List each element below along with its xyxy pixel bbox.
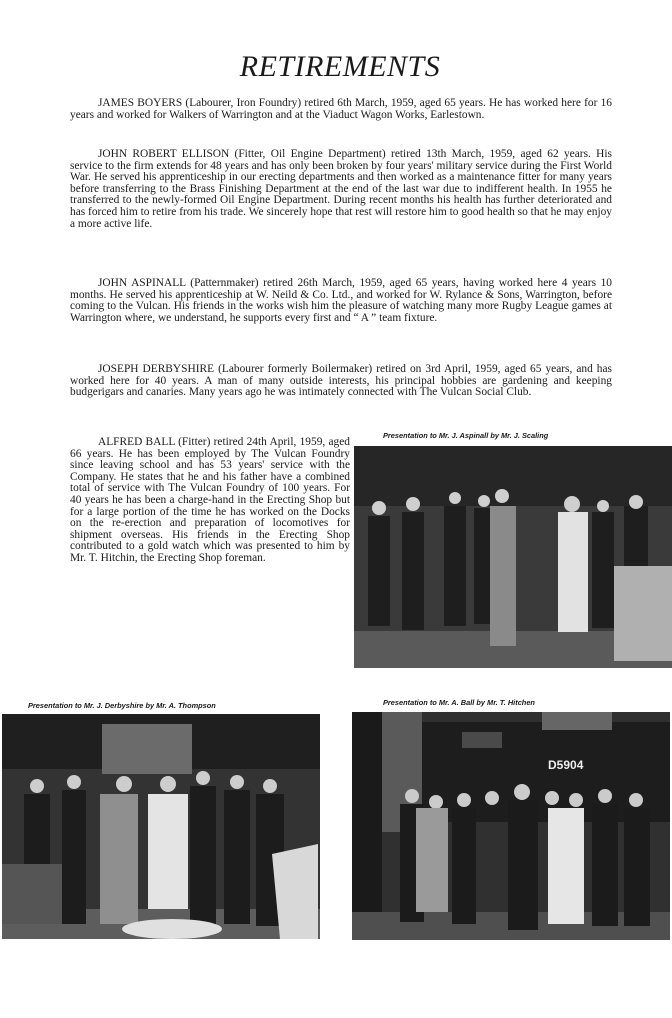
article-john-aspinall: JOHN ASPINALL (Patternmaker) retired 26th March, 1959, aged 65 years, having worked here 4 years 10 months. He served his apprenticeship at W. Neild & Co. Ltd., and worked for W. Rylance & Sons, Warrington, before coming to the Vulcan. His friends in the works wish him the pleasure of watching many more Rugby League games at Warrington where, we understand, he supports every first and “ A ” team fixture.: [70, 277, 612, 324]
photo-caption-aspinall: Presentation to Mr. J. Aspinall by Mr. J. Scaling: [383, 431, 549, 440]
photo-caption-derbyshire: Presentation to Mr. J. Derbyshire by Mr. A. Thompson: [28, 701, 216, 710]
article-james-boyers: JAMES BOYERS (Labourer, Iron Foundry) retired 6th March, 1959, aged 65 years. He has worked here for 16 years and worked for Walkers of Warrington and at the Viaduct Wagon Works, Earlestown.: [70, 97, 612, 121]
page-title: RETIREMENTS: [239, 50, 441, 83]
locomotive-number-plate: D5904: [548, 758, 584, 772]
photo-derbyshire-presentation: [2, 714, 320, 939]
photo-aspinall-presentation: [354, 446, 672, 668]
photo-caption-ball: Presentation to Mr. A. Ball by Mr. T. Hitchen: [383, 698, 535, 707]
article-alfred-ball: ALFRED BALL (Fitter) retired 24th April, 1959, aged 66 years. He has been employed by The Vulcan Foundry since leaving school and has 53 years' service with the Company. He states that he and his father have a combined total of service with The Vulcan Foundry of 100 years. For 40 years he has been a charge-hand in the Erecting Shop but for a large portion of the time he has worked on the Docks on the re-erection and preparation of locomotives for shipment overseas. His friends in the Erecting Shop contributed to a gold watch which was presented to him by Mr. T. Hitchin, the Erecting Shop foreman.: [70, 436, 350, 564]
article-joseph-derbyshire: JOSEPH DERBYSHIRE (Labourer formerly Boilermaker) retired on 3rd April, 1959, aged 65 years, and has worked here for 40 years. A man of many outside interests, his principal hobbies are gardening and keeping budgerigars and canaries. Many years ago he was intimately connected with The Vulcan Social Club.: [70, 363, 612, 399]
photo-ball-presentation: [352, 712, 670, 940]
article-john-robert-ellison: JOHN ROBERT ELLISON (Fitter, Oil Engine Department) retired 13th March, 1959, aged 62 years. His service to the firm extends for 48 years and has only been broken by four years' military service during the First World War. He served his apprenticeship in our erecting departments and then worked as a maintenance fitter for many years before transferring to the Brass Finishing Department at the end of the last war due to indifferent health. In 1955 he transferred to the newly-formed Oil Engine Department. During recent months his health has further deteriorated and has forced him to retire from his trade. We sincerely hope that rest will restore him to good health so that he may enjoy a more active life.: [70, 148, 612, 230]
